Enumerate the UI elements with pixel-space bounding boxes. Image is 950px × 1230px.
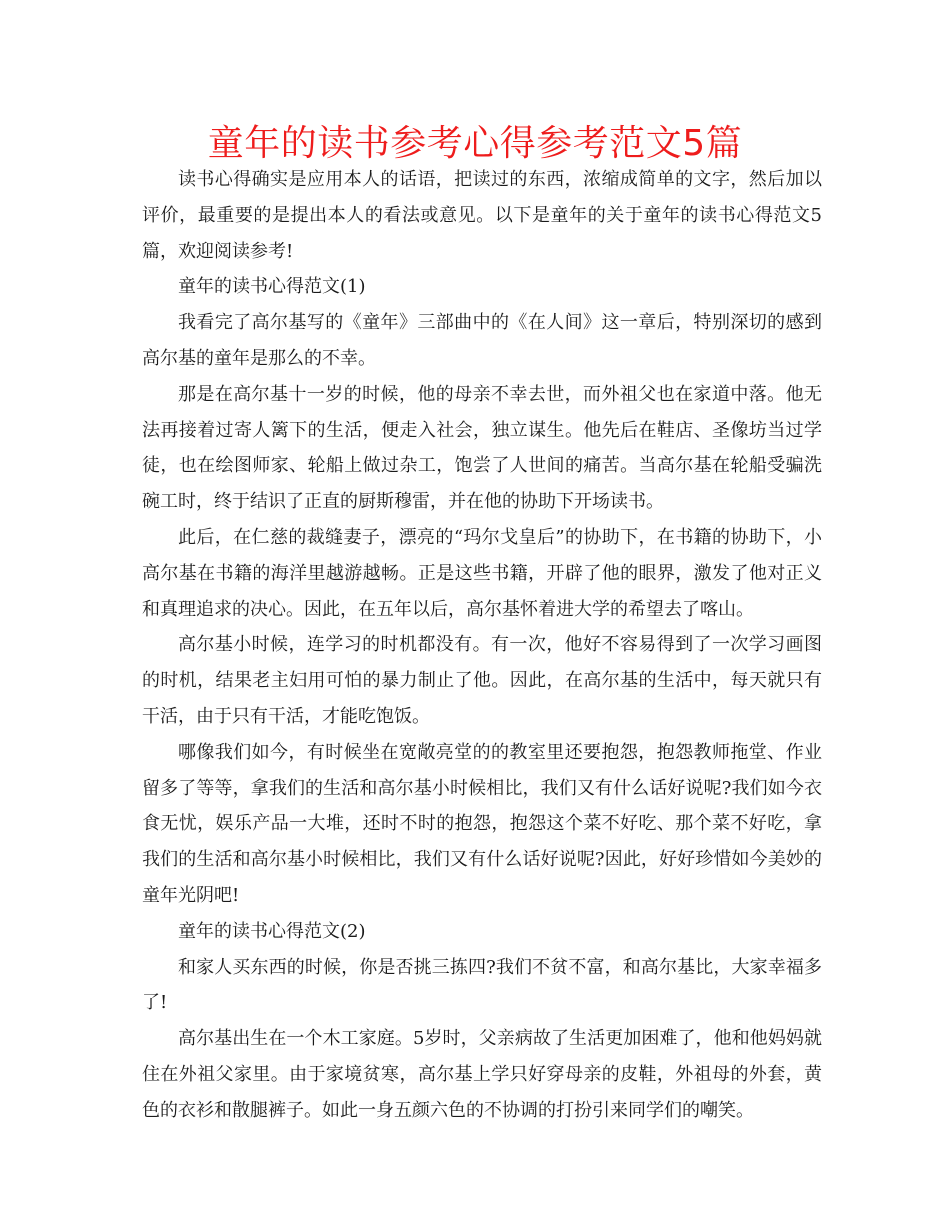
document-title: 童年的读书参考心得参考范文5篇: [207, 123, 743, 164]
paragraph: 我看完了高尔基写的《童年》三部曲中的《在人间》这一章后，特别深切的感到高尔基的童年是那么的不幸。: [142, 312, 822, 369]
section-heading-1: 童年的读书心得范文(1): [178, 276, 366, 298]
section-heading-2: 童年的读书心得范文(2): [178, 920, 366, 942]
paragraph: 高尔基小时候，连学习的时机都没有。有一次，他好不容易得到了一次学习画图的时机，结果老主妇用可怕的暴力制止了他。因此，在高尔基的生活中，每天就只有干活，由于只有干活，才能吃饱饭。: [142, 634, 822, 727]
paragraph: 高尔基出生在一个木工家庭。5岁时，父亲病故了生活更加困难了，他和他妈妈就住在外祖父家里。由于家境贫寒，高尔基上学只好穿母亲的皮鞋，外祖母的外套，黄色的衣衫和散腿裤子。如此一身五颜六色的不协调的打扮引来同学们的嘲笑。: [142, 1028, 822, 1121]
document-body: [142, 162, 822, 1129]
paragraph-intro: 读书心得确实是应用本人的话语，把读过的东西，浓缩成简单的文字，然后加以评价，最重要的是提出本人的看法或意见。以下是童年的关于童年的读书心得范文5篇，欢迎阅读参考!: [142, 169, 822, 262]
paragraph: 和家人买东西的时候，你是否挑三拣四?我们不贫不富，和高尔基比，大家幸福多了!: [142, 956, 822, 1014]
paragraph: 此后，在仁慈的裁缝妻子，漂亮的“玛尔戈皇后”的协助下，在书籍的协助下，小高尔基在书籍的海洋里越游越畅。正是这些书籍，开辟了他的眼界，激发了他对正义和真理追求的决心。因此，在五年以后，高尔基怀着进大学的希望去了喀山。: [142, 526, 822, 620]
paragraph: 那是在高尔基十一岁的时候，他的母亲不幸去世，而外祖父也在家道中落。他无法再接着过寄人篱下的生活，便走入社会，独立谋生。他先后在鞋店、圣像坊当过学徒，也在绘图师家、轮船上做过杂工，饱尝了人世间的痛苦。当高尔基在轮船受骗洗碗工时，终于结识了正直的厨斯穆雷，并在他的协助下开场读书。: [142, 383, 822, 513]
paragraph: 哪像我们如今，有时候坐在宽敞亮堂的的教室里还要抱怨，抱怨教师拖堂、作业留多了等等，拿我们的生活和高尔基小时候相比，我们又有什么话好说呢?我们如今衣食无忧，娱乐产品一大堆，还时不时的抱怨，抱怨这个菜不好吃、那个菜不好吃，拿我们的生活和高尔基小时候相比，我们又有什么话好说呢?因此，好好珍惜如今美妙的童年光阴吧!: [142, 741, 822, 906]
